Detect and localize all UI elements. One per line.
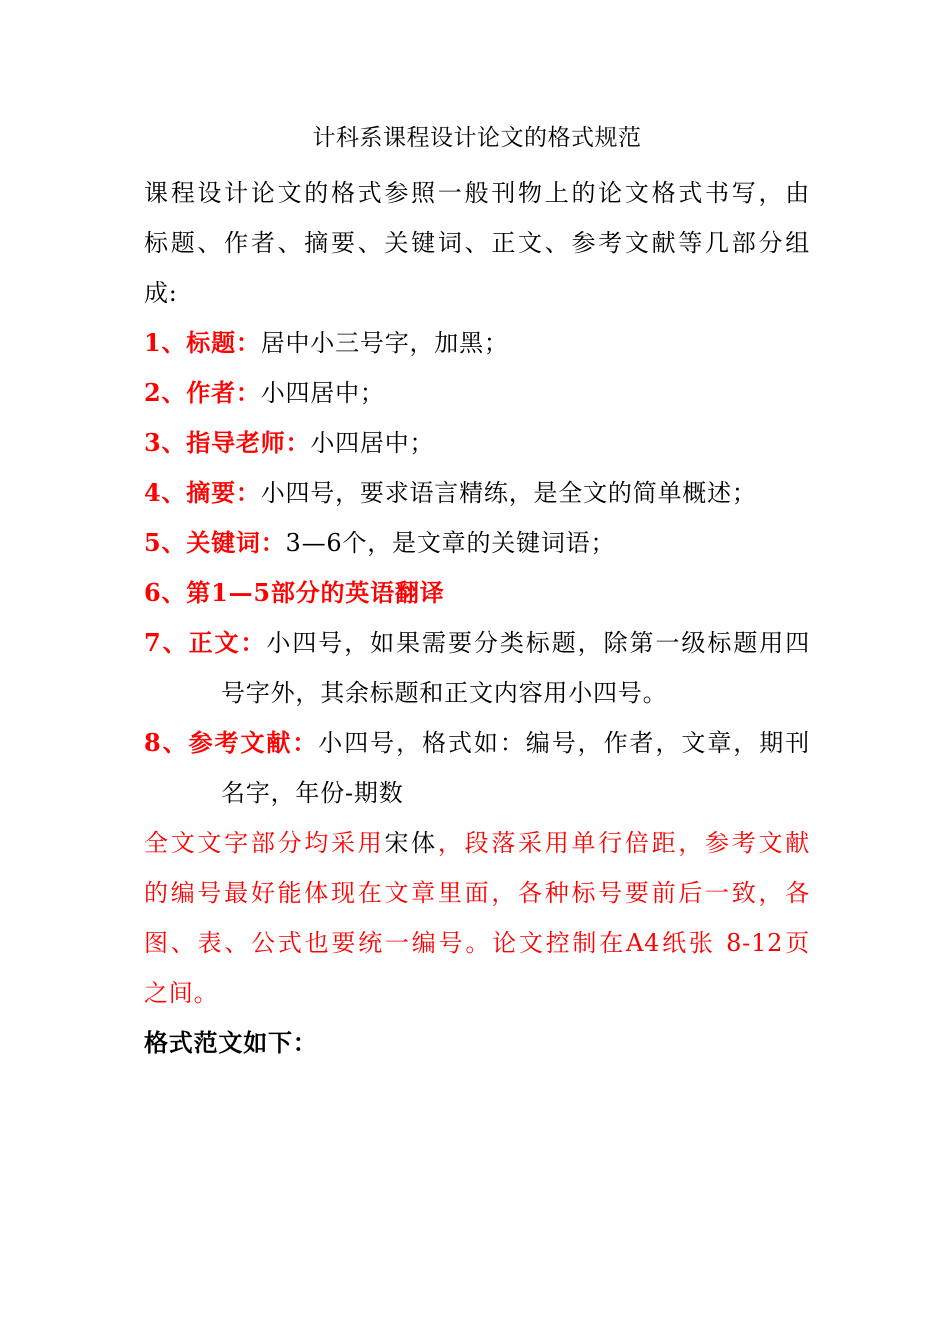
item-label: 2、作者： <box>144 378 261 407</box>
list-item-references-continuation: 名字，年份-期数 <box>221 779 404 807</box>
note-text: ，段落采用单行倍距，参考文献 <box>437 829 810 857</box>
item-text: 小四居中； <box>260 379 385 407</box>
item-text: 3—6个，是文章的关键词语； <box>285 529 616 557</box>
note-text: 全文文字部分均采用 <box>144 829 385 857</box>
note-line-2: 的编号最好能体现在文章里面，各种标号要前后一致，各 <box>144 879 810 907</box>
note-font-name: 宋体 <box>384 829 438 857</box>
list-item-keywords <box>144 518 810 568</box>
item-label: 6、第1—5部分的英语翻译 <box>144 578 445 607</box>
list-item-author <box>144 368 810 418</box>
intro-line-2: 标题、作者、摘要、关键词、正文、参考文献等几部分组 <box>144 229 810 257</box>
list-item-title <box>144 318 810 368</box>
list-item-references <box>144 718 810 768</box>
item-text: 小四号，格式如：编号，作者，文章，期刊 <box>318 729 810 757</box>
item-label: 3、指导老师： <box>144 428 311 457</box>
item-label: 8、参考文献： <box>144 728 319 757</box>
closing-heading: 格式范文如下： <box>144 1028 318 1057</box>
list-item-body <box>144 618 810 668</box>
document-page <box>144 118 810 1068</box>
item-label: 1、标题： <box>144 328 261 357</box>
item-text: 居中小三号字，加黑； <box>260 329 509 357</box>
list-item-body-continuation: 号字外，其余标题和正文内容用小四号。 <box>221 679 668 707</box>
item-label: 4、摘要： <box>144 478 261 507</box>
note-line-4: 之间。 <box>144 979 219 1007</box>
intro-line-3: 成: <box>144 279 178 307</box>
list-item-translation <box>144 568 810 618</box>
item-text: 小四号，要求语言精练，是全文的简单概述； <box>260 479 757 507</box>
item-text: 小四居中； <box>310 429 435 457</box>
intro-line-1: 课程设计论文的格式参照一般刊物上的论文格式书写，由 <box>144 179 810 207</box>
list-item-advisor <box>144 418 810 468</box>
list-item-abstract <box>144 468 810 518</box>
item-label: 7、正文： <box>144 628 267 657</box>
document-title: 计科系课程设计论文的格式规范 <box>312 125 642 151</box>
item-text: 小四号，如果需要分类标题，除第一级标题用四 <box>266 629 810 657</box>
item-label: 5、关键词： <box>144 528 286 557</box>
note-line-3: 图、表、公式也要统一编号。论文控制在A4纸张 8-12页 <box>144 929 810 957</box>
note-line-1 <box>144 818 810 868</box>
